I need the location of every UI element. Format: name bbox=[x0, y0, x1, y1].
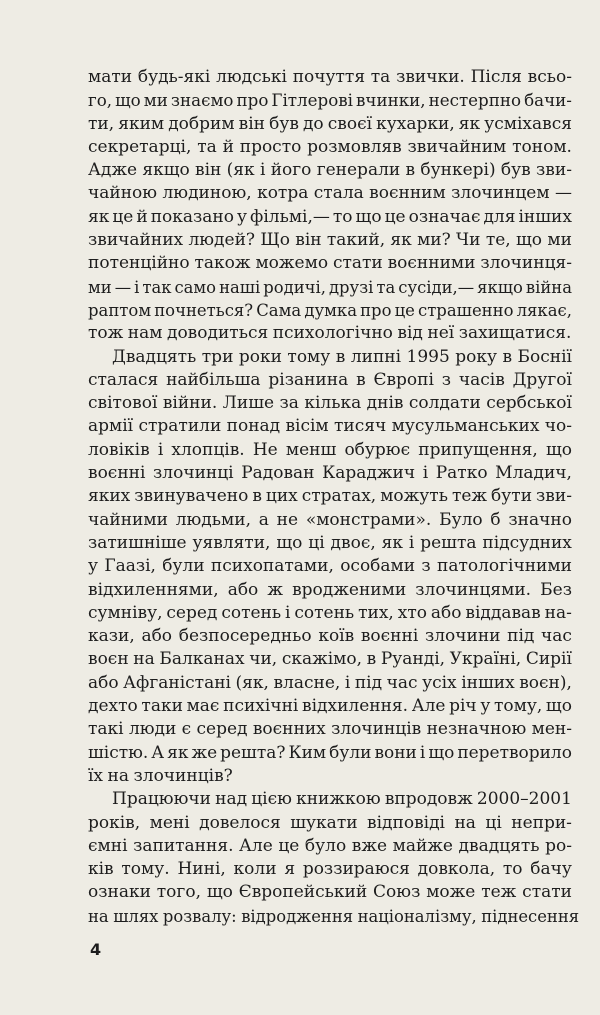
text-line: на шлях розвалу: відродження націоналізму, піднесення bbox=[88, 906, 580, 926]
text-line: ловіків і хлопців. Не менш обурює припущення, що bbox=[88, 439, 572, 460]
text-line: воєн на Балканах чи, скажімо, в Руанді, Україні, Сирії bbox=[88, 649, 572, 670]
text-line: го, що ми знаємо про Гітлерові вчинки, нестерпно бачи- bbox=[88, 90, 572, 111]
text-line: ознаки того, що Європейський Союз може теж стати bbox=[88, 882, 572, 903]
text-line: світової війни. Лише за кілька днів солдати сербської bbox=[88, 393, 572, 414]
text-line: секретарці, та й просто розмовляв звичайним тоном. bbox=[88, 136, 572, 157]
text-line: їх на злочинців? bbox=[88, 765, 233, 786]
body-text bbox=[88, 66, 580, 928]
text-line: або Афганістані (як, власне, і під час усіх інших воєн), bbox=[88, 672, 572, 693]
text-line: чайною людиною, котра стала воєнним злочинцем — bbox=[88, 183, 572, 204]
page-number: 4 bbox=[90, 940, 102, 959]
text-line: Двадцять три роки тому в липні 1995 року в Боснії bbox=[112, 346, 572, 367]
text-line: чайними людьми, а не «монстрами». Було б значно bbox=[88, 509, 572, 530]
text-line: воєнні злочинці Радован Караджич і Ратко Младич, bbox=[88, 463, 572, 484]
text-line: яких звинувачено в цих стратах, можуть теж бути зви- bbox=[88, 486, 572, 507]
text-line: раптом почнеться? Сама думка про це страшенно лякає, bbox=[88, 300, 572, 320]
text-line: потенційно також можемо стати воєнними злочинця- bbox=[88, 253, 572, 274]
text-line: кази, або безпосередньо коїв воєнні злочини під час bbox=[88, 626, 572, 647]
text-line: відхиленнями, або ж вродженими злочинцями. Без bbox=[88, 579, 572, 600]
text-line: тож нам доводиться психологічно від неї захищатися. bbox=[88, 323, 572, 344]
text-line: армії стратили понад вісім тисяч мусульманських чо- bbox=[88, 416, 572, 437]
text-line: Працюючи над цією книжкою впродовж 2000–2001 bbox=[112, 789, 572, 810]
text-line: мати будь-які людські почуття та звички. Після всьо- bbox=[88, 67, 572, 87]
text-line: як це й показано у фільмі,— то що це означає для інших bbox=[88, 206, 572, 227]
text-line: сталася найбільша різанина в Європі з часів Другої bbox=[88, 369, 572, 390]
text-line: ємні запитання. Але це було вже майже двадцять ро- bbox=[88, 835, 572, 856]
text-line: такі люди є серед воєнних злочинців незначною мен- bbox=[88, 719, 572, 740]
text-line: затишніше уявляти, що ці двоє, як і решта підсудних bbox=[88, 532, 572, 553]
text-line: Адже якщо він (як і його генерали в бункері) був зви- bbox=[88, 160, 572, 181]
text-line: у Гаазі, були психопатами, особами з патологічними bbox=[88, 556, 572, 577]
text-line: звичайних людей? Що він такий, як ми? Чи те, що ми bbox=[88, 230, 572, 251]
text-line: ків тому. Нині, коли я роззираюся довкола, то бачу bbox=[88, 859, 572, 880]
text-line: шістю. А як же решта? Ким були вони і що перетворило bbox=[88, 742, 572, 763]
text-line: сумніву, серед сотень і сотень тих, хто або віддавав на- bbox=[88, 602, 572, 623]
text-line: дехто таки має психічні відхилення. Але річ у тому, що bbox=[88, 696, 572, 717]
text-line: років, мені довелося шукати відповіді на ці непри- bbox=[88, 812, 572, 833]
text-line: ми — і так само наші родичі, друзі та сусіди,— якщо війна bbox=[88, 277, 572, 297]
text-line: ти, яким добрим він був до своєї кухарки, як усміхався bbox=[88, 113, 572, 134]
